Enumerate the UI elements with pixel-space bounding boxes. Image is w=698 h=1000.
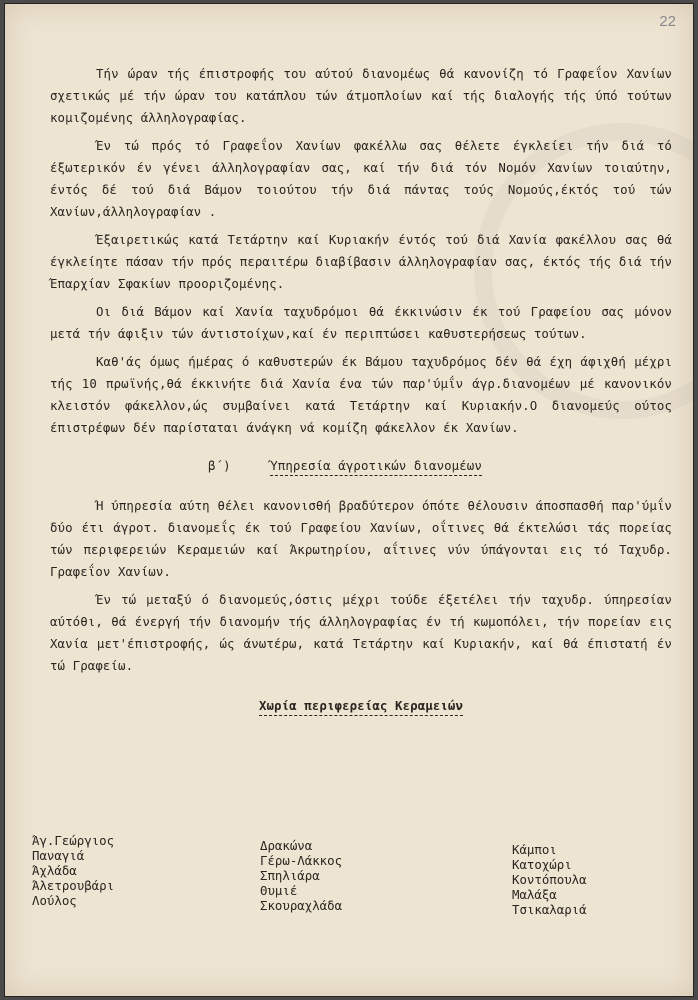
document-page [4,3,694,997]
village-name: Παναγιά [32,848,85,863]
village-name: Μαλάξα [512,887,557,902]
village-name: Σκουραχλάδα [260,898,343,913]
section-heading [50,455,672,477]
village-name: Άχλάδα [32,863,77,878]
village-column-1 [32,833,114,908]
village-name: Κάμποι [512,842,557,857]
paragraph-6: Ή ύπηρεσία αύτη θέλει κανονισθή βραδύτερον όπότε θέλουσιν άποσπασθή παρ'ύμΐν δύο έτι άγροτ. διανομεΐς έκ τού Γραφείου Χανίων, οΐτινες θά έκτελώσι τάς πορείας τών περιφερειών Κεραμειών καί Άκρωτηρίου, αΐτινες νύν ύπάγονται εις τό Ταχυδρ. Γραφεΐον Χανίων. [50,498,672,579]
village-name: Τσικαλαριά [512,902,587,917]
village-name: Λούλος [32,893,77,908]
village-name: Δρακώνα [260,838,313,853]
paragraph-3: Έξαιρετικώς κατά Τετάρτην καί Κυριακήν έντός τού διά Χανία φακέλλου σας θά έγκλείητε πάσαν τήν πρός περαιτέρω διαβίβασιν άλληλογραφίαν σας, έκτός τής διά τήν Έπαρχίαν Σφακίων προοριζομένης. [50,232,672,291]
paragraph-5: Καθ'άς όμως ήμέρας ό καθυστερών έκ Βάμου ταχυδρόμος δέν θά έχη άφιχθή μέχρι τής 10 πρωϊνής,θά έκκινήτε διά Χανία ένα τών παρ'ύμΐν άγρ.διανομέων μέ κανονικόν κλειστόν φάκελλον,ώς συμβαίνει κατά Τετάρτην καί Κυριακήν.Ο διανομεύς ούτος έπιστρέφων δέν παρίσταται άνάγκη νά κομίζη φάκελλον έκ Χανίων. [50,354,672,435]
villages-title: Χωρία περιφερείας Κεραμειών [259,698,463,716]
village-name: Σπηλιάρα [260,868,320,883]
village-column-2 [260,838,342,913]
paragraph-1: Τήν ώραν τής έπιστροφής του αύτού διανομέως θά κανονίζη τό Γραφεΐον Χανίων σχετικώς μέ τήν ώραν του κατάπλου τών άτμοπλοίων καί τής διαλογής τής ύπό τούτων κομιζομένης άλληλογραφίας. [50,66,672,125]
section-marker: β΄) [208,458,231,473]
villages-heading [50,695,672,717]
village-name: Άλετρουβάρι [32,878,115,893]
village-name: Κοντόπουλα [512,872,587,887]
village-name: Γέρω-Λάκκος [260,853,343,868]
village-name: Θυμιέ [260,883,298,898]
village-name: Κατοχώρι [512,857,572,872]
village-column-3 [512,842,587,917]
village-name: Άγ.Γεώργιος [32,833,115,848]
document-body [50,63,672,717]
paragraph-2: Έν τώ πρός τό Γραφεΐον Χανίων φακέλλω σας θέλετε έγκλείει τήν διά τό έξωτερικόν έν γένει άλληλογραφίαν σας, καί τήν διά τόν Νομόν Χανίων τοιαύτην, έντός δέ τού διά Βάμον τοιούτου τήν διά πάντας τούς Νομούς,έκτός τού τών Χανίων,άλληλογραφίαν . [50,138,672,219]
paragraph-4: Οι διά Βάμον καί Χανία ταχυδρόμοι θά έκκινώσιν έκ τού Γραφείου σας μόνον μετά τήν άφιξιν τών άντιστοίχων,καί έν περιπτώσει καθυστερήσεως τούτων. [50,304,672,341]
section-title: Ύπηρεσία άγροτικών διανομέων [270,458,482,476]
paragraph-7: Έν τώ μεταξύ ό διανομεύς,όστις μέχρι τούδε έξετέλει τήν ταχυδρ. ύπηρεσίαν αύτόθι, θά ένεργή τήν διανομήν τής άλληλογραφίας έν τή κωμοπόλει, τήν πορείαν εις Χανία μετ'έπιστροφής, ώς άνωτέρω, κατά Τετάρτην καί Κυριακήν, καί θά έπιστατή έν τώ Γραφείω. [50,592,672,673]
page-number: 22 [659,13,676,30]
